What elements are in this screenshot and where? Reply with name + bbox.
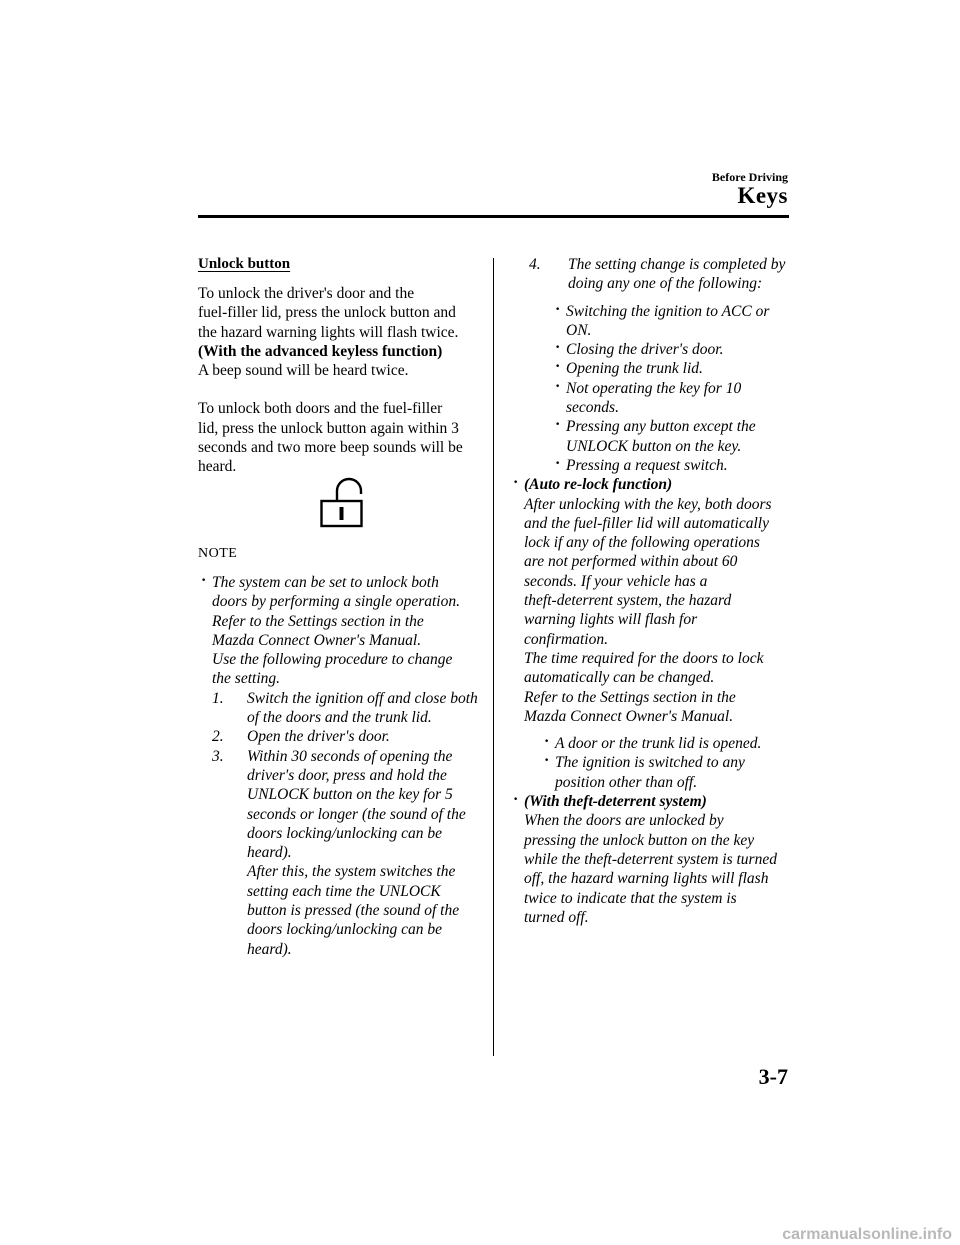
relock-line: are not performed within about 60	[524, 553, 738, 571]
step-number: 1.	[212, 689, 224, 707]
bullet-line: · A door or the trunk lid is opened.	[555, 735, 762, 753]
step-line: setting each time the UNLOCK	[247, 882, 441, 900]
theft-deterrent-section	[512, 792, 792, 927]
step-4	[529, 255, 792, 294]
step-line: driver's door, press and hold the	[247, 766, 447, 784]
step-line: Open the driver's door.	[247, 728, 390, 746]
list-item	[543, 753, 792, 792]
theft-line: twice to indicate that the system is	[524, 889, 737, 907]
list-item	[554, 379, 792, 418]
step-number: 2.	[212, 728, 224, 746]
relock-line: theft-deterrent system, the hazard	[524, 592, 732, 610]
section-label: Before Driving	[711, 170, 788, 184]
list-item	[554, 302, 792, 341]
theft-line: while the theft-deterrent system is turned	[524, 850, 777, 868]
relock-line: lock if any of the following operations	[524, 534, 760, 552]
p1-line: fuel-filler lid, press the unlock button and	[198, 304, 456, 322]
bullet-line: · Switching the ignition to ACC or	[566, 302, 770, 320]
step-line: heard).	[247, 844, 292, 862]
note-title: NOTE	[198, 546, 238, 561]
p2-line: heard.	[198, 458, 237, 476]
step-line: doing any one of the following:	[568, 275, 763, 293]
unlock-padlock-icon	[320, 474, 364, 528]
left-column	[198, 255, 473, 477]
step-line: After this, the system switches the	[247, 863, 456, 881]
note-line: Refer to the Settings section in the	[212, 612, 424, 630]
keyless-condition: (With the advanced keyless function)	[198, 342, 443, 360]
relock-line: seconds. If your vehicle has a	[524, 572, 708, 590]
relock-line: Mazda Connect Owner's Manual.	[524, 707, 734, 725]
relock-line: confirmation.	[524, 630, 608, 648]
note-line: doors by performing a single operation.	[212, 593, 460, 611]
step-line: UNLOCK button on the key for 5	[247, 786, 453, 804]
p2-line: seconds and two more beep sounds will be	[198, 439, 463, 457]
p1-line: To unlock the driver's door and the	[198, 285, 415, 302]
list-item	[554, 340, 792, 359]
note-block	[200, 573, 478, 959]
note-line: Use the following procedure to change	[212, 651, 453, 669]
step-2	[212, 727, 478, 746]
note-bullet	[200, 573, 478, 959]
column-divider	[493, 258, 494, 1056]
bullet-line: · Pressing any button except the	[566, 418, 756, 436]
step-line: of the doors and the trunk lid.	[247, 709, 432, 727]
step-line: doors locking/unlocking can be	[247, 921, 442, 939]
auto-relock-section	[512, 475, 792, 792]
list-item	[543, 734, 792, 753]
page-title: Keys	[737, 183, 788, 208]
step-3	[212, 747, 478, 959]
relock-line: and the fuel-filler lid will automatically	[524, 514, 769, 532]
unlock-button-heading: Unlock button	[198, 256, 291, 272]
bullet-line: · Opening the trunk lid.	[566, 360, 703, 378]
list-item	[554, 359, 792, 378]
header-rule	[198, 215, 789, 218]
relock-line: Refer to the Settings section in the	[524, 688, 736, 706]
step-line: seconds or longer (the sound of the	[247, 805, 466, 823]
list-item	[554, 456, 792, 475]
step-line: doors locking/unlocking can be	[247, 824, 442, 842]
right-column	[512, 255, 792, 927]
bullet-line: · Closing the driver's door.	[566, 341, 724, 359]
list-item	[554, 417, 792, 456]
step-line: heard).	[247, 940, 292, 958]
note-line: the setting.	[212, 670, 281, 688]
step-number: 3.	[212, 747, 224, 765]
auto-relock-heading: · (Auto re-lock function)	[524, 476, 673, 494]
bullet-line: position other than off.	[555, 773, 698, 791]
p2-line: To unlock both doors and the fuel-filler	[198, 400, 443, 418]
relock-line: warning lights will flash for	[524, 611, 698, 629]
bullet-line: UNLOCK button on the key.	[566, 437, 742, 455]
relock-line: After unlocking with the key, both doors	[524, 495, 772, 513]
bullet-line: · Pressing a request switch.	[566, 456, 728, 474]
step-line: The setting change is completed by	[568, 256, 786, 273]
bullet-line: ON.	[566, 321, 592, 339]
relock-line: automatically can be changed.	[524, 669, 715, 687]
p1-tail: A beep sound will be heard twice.	[198, 362, 409, 380]
step-line: Switch the ignition off and close both	[247, 689, 478, 707]
bullet-line: seconds.	[566, 399, 619, 417]
relock-bullets	[524, 734, 792, 792]
theft-heading: · (With theft-deterrent system)	[524, 793, 707, 811]
theft-line: off, the hazard warning lights will flash	[524, 870, 769, 888]
note-line: Mazda Connect Owner's Manual.	[212, 631, 422, 649]
bullet-line: · The ignition is switched to any	[555, 754, 745, 772]
page-number: 3-7	[758, 1064, 788, 1089]
p2-line: lid, press the unlock button again within 3	[198, 419, 459, 437]
step-1	[212, 689, 478, 728]
footer-watermark[interactable]: carmanualsonline.info	[782, 1226, 952, 1243]
p1-line: the hazard warning lights will flash twice.	[198, 323, 459, 341]
relock-line: The time required for the doors to lock	[524, 649, 764, 667]
theft-line: turned off.	[524, 908, 589, 926]
theft-line: pressing the unlock button on the key	[524, 831, 755, 849]
note-line: · The system can be set to unlock both	[212, 574, 439, 591]
step-line: button is pressed (the sound of the	[247, 902, 460, 920]
step-line: Within 30 seconds of opening the	[247, 747, 453, 765]
step-number: 4.	[529, 256, 541, 273]
bullet-line: · Not operating the key for 10	[566, 379, 742, 397]
footer-bar	[0, 1224, 960, 1245]
theft-line: When the doors are unlocked by	[524, 812, 724, 830]
step4-bullets	[512, 302, 792, 476]
